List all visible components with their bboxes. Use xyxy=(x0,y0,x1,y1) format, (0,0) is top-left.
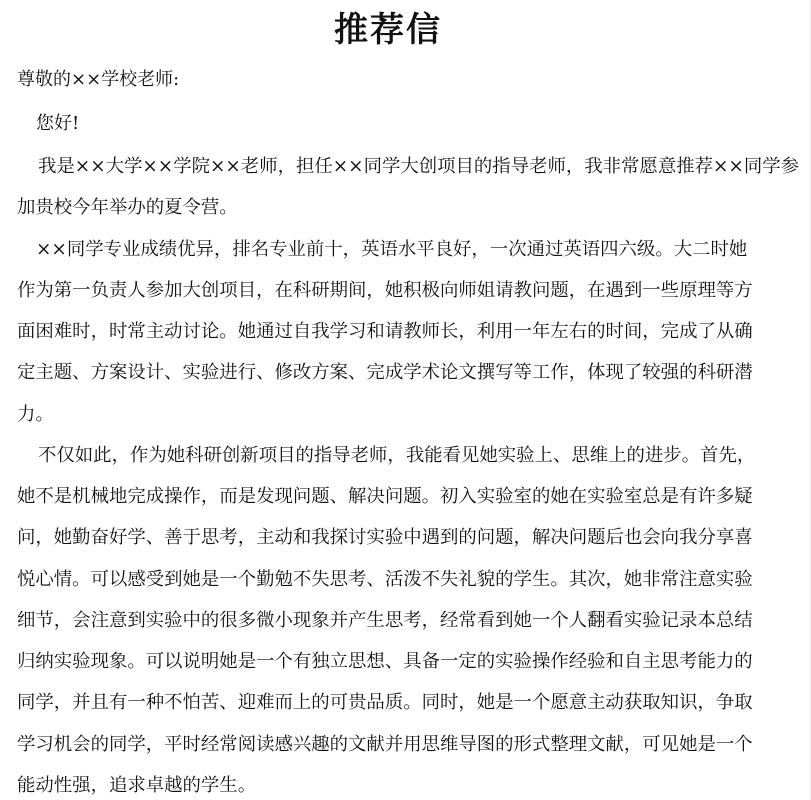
body-line: 不仅如此，作为她科研创新项目的指导老师，我能看见她实验上、思维上的进步。首先， xyxy=(38,445,756,466)
salutation: 尊敬的××学校老师: xyxy=(17,69,180,90)
body-line: 归纳实验现象。可以说明她是一个有独立思想、具备一定的实验操作经验和自主思考能力的 xyxy=(17,651,753,672)
body-line: 定主题、方案设计、实验进行、修改方案、完成学术论文撰写等工作，体现了较强的科研潜 xyxy=(17,362,753,383)
body-line: 悦心情。可以感受到她是一个勤勉不失思考、活泼不失礼貌的学生。其次，她非常注意实验 xyxy=(17,569,753,590)
body-line: 面困难时，时常主动讨论。她通过自我学习和请教师长，利用一年左右的时间，完成了从确 xyxy=(17,321,753,342)
body-line: 作为第一负责人参加大创项目，在科研期间，她积极向师姐请教问题，在遇到一些原理等方 xyxy=(17,280,753,301)
body-line: 加贵校今年举办的夏令营。 xyxy=(17,197,238,218)
body-line: 同学，并且有一种不怕苦、迎难而上的可贵品质。同时，她是一个愿意主动获取知识，争取 xyxy=(17,692,753,713)
body-line: ××同学专业成绩优异，排名专业前十，英语水平良好，一次通过英语四六级。大二时她 xyxy=(36,239,748,260)
body-line: 问，她勤奋好学、善于思考，主动和我探讨实验中遇到的问题，解决问题后也会向我分享喜 xyxy=(17,527,753,548)
body-line: 我是××大学××学院××老师，担任××同学大创项目的指导老师，我非常愿意推荐××同学参 xyxy=(38,156,799,177)
body-line: 她不是机械地完成操作，而是发现问题、解决问题。初入实验室的她在实验室总是有许多疑 xyxy=(17,486,753,507)
body-line: 能动性强，追求卓越的学生。 xyxy=(17,775,257,796)
greeting: 您好! xyxy=(36,113,80,134)
letter-title: 推荐信 xyxy=(334,10,442,50)
body-line: 细节，会注意到实验中的很多微小现象并产生思考，经常看到她一个人翻看实验记录本总结 xyxy=(17,610,753,631)
body-line: 力。 xyxy=(17,404,54,425)
body-line: 学习机会的同学，平时经常阅读感兴趣的文献并用思维导图的形式整理文献，可见她是一个 xyxy=(17,734,753,755)
